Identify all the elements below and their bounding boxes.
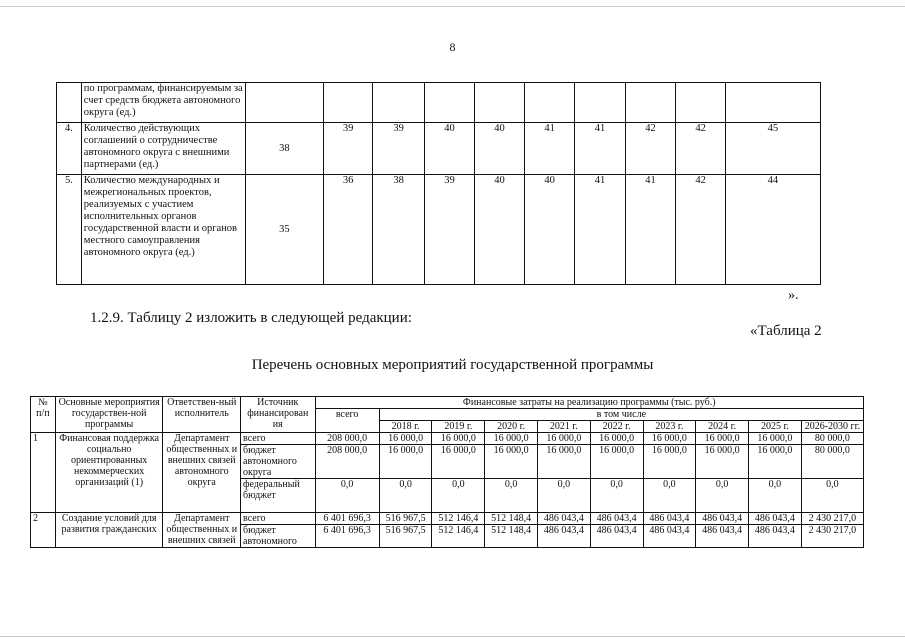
cost-total: 208 000,0 xyxy=(315,445,379,479)
indicator-value: 45 xyxy=(725,123,820,175)
cost-year: 0,0 xyxy=(379,479,432,513)
indicators-table xyxy=(56,82,821,285)
cost-year: 16 000,0 xyxy=(537,445,590,479)
cost-year: 512 146,4 xyxy=(432,513,485,525)
funding-source: бюджет автономного xyxy=(241,525,316,548)
header-year: 2026-2030 гг. xyxy=(801,421,863,433)
indicator-row xyxy=(57,123,821,175)
indicator-value: 41 xyxy=(575,175,625,285)
cost-year: 512 148,4 xyxy=(485,513,538,525)
scan-edge-bottom xyxy=(0,636,905,637)
cost-total: 208 000,0 xyxy=(315,433,379,445)
indicator-value: 39 xyxy=(424,175,474,285)
cost-year: 516 967,5 xyxy=(379,513,432,525)
row-number: 5. xyxy=(57,175,82,285)
cost-year: 516 967,5 xyxy=(379,525,432,548)
cost-year: 16 000,0 xyxy=(643,433,696,445)
cost-year: 16 000,0 xyxy=(749,445,802,479)
indicator-row xyxy=(57,175,821,285)
header-year: 2019 г. xyxy=(432,421,485,433)
cost-year: 16 000,0 xyxy=(432,433,485,445)
cost-year: 486 043,4 xyxy=(696,513,749,525)
page-number: 8 xyxy=(449,40,456,54)
cost-year: 486 043,4 xyxy=(749,513,802,525)
cost-year: 0,0 xyxy=(432,479,485,513)
cost-year: 80 000,0 xyxy=(801,445,863,479)
base-value xyxy=(246,83,324,123)
cost-year: 2 430 217,0 xyxy=(801,525,863,548)
header-year: 2024 г. xyxy=(696,421,749,433)
base-value: 38 xyxy=(246,123,324,175)
header-including: в том числе xyxy=(379,409,863,421)
cost-year: 0,0 xyxy=(485,479,538,513)
activities-table-body xyxy=(31,433,864,548)
cost-year: 16 000,0 xyxy=(485,433,538,445)
indicator-value: 41 xyxy=(575,123,625,175)
cost-year: 486 043,4 xyxy=(537,513,590,525)
amendment-text: 1.2.9. Таблицу 2 изложить в следующей редакции: xyxy=(90,310,412,326)
indicator-value xyxy=(475,83,525,123)
indicator-value: 38 xyxy=(373,175,424,285)
header-year: 2022 г. xyxy=(590,421,643,433)
indicator-value: 44 xyxy=(725,175,820,285)
indicator-value: 41 xyxy=(524,123,574,175)
activity-row xyxy=(31,513,864,525)
cost-year: 486 043,4 xyxy=(643,513,696,525)
cost-year: 0,0 xyxy=(590,479,643,513)
indicator-value: 36 xyxy=(323,175,373,285)
header-year: 2025 г. xyxy=(749,421,802,433)
cost-year: 486 043,4 xyxy=(590,513,643,525)
indicator-value xyxy=(323,83,373,123)
funding-source: бюджет автономного округа xyxy=(241,445,316,479)
indicator-value xyxy=(676,83,726,123)
cost-year: 16 000,0 xyxy=(485,445,538,479)
table-label: «Таблица 2 xyxy=(750,323,822,339)
cost-total: 0,0 xyxy=(315,479,379,513)
activities-table-header xyxy=(31,397,864,433)
indicator-value: 42 xyxy=(676,175,726,285)
activity-row xyxy=(31,433,864,445)
header-executor: Ответствен-ный исполнитель xyxy=(163,397,241,433)
cost-year: 16 000,0 xyxy=(696,433,749,445)
header-total: всего xyxy=(315,409,379,433)
funding-source: всего xyxy=(241,513,316,525)
header-year: 2023 г. xyxy=(643,421,696,433)
cost-year: 0,0 xyxy=(749,479,802,513)
activity-name: Создание условий для развития гражданских xyxy=(55,513,163,548)
activities-table xyxy=(30,396,864,548)
indicator-row xyxy=(57,83,821,123)
row-number: 4. xyxy=(57,123,82,175)
cost-year: 486 043,4 xyxy=(696,525,749,548)
cost-year: 0,0 xyxy=(696,479,749,513)
cost-year: 486 043,4 xyxy=(590,525,643,548)
indicator-value: 40 xyxy=(524,175,574,285)
header-year: 2018 г. xyxy=(379,421,432,433)
indicator-value: 41 xyxy=(625,175,675,285)
cost-year: 16 000,0 xyxy=(379,445,432,479)
cost-year: 486 043,4 xyxy=(537,525,590,548)
indicator-value: 42 xyxy=(625,123,675,175)
cost-year: 0,0 xyxy=(801,479,863,513)
header-source: Источник финансирован ия xyxy=(241,397,316,433)
row-number xyxy=(57,83,82,123)
row-number: 2 xyxy=(31,513,56,548)
indicator-value: 39 xyxy=(373,123,424,175)
cost-year: 16 000,0 xyxy=(590,445,643,479)
cost-year: 0,0 xyxy=(643,479,696,513)
header-num: № п/п xyxy=(31,397,56,433)
indicator-value: 40 xyxy=(475,175,525,285)
indicator-value xyxy=(424,83,474,123)
header-year: 2020 г. xyxy=(485,421,538,433)
indicator-name: Количество международных и межрегиональных проектов, реализуемых с участием исполнительных органов государственной власти и органов местного самоуправления автономного округа (ед.) xyxy=(81,175,245,285)
cost-year: 512 148,4 xyxy=(485,525,538,548)
indicator-value: 39 xyxy=(323,123,373,175)
cost-year: 0,0 xyxy=(537,479,590,513)
cost-year: 486 043,4 xyxy=(749,525,802,548)
base-value: 35 xyxy=(246,175,324,285)
funding-source: федеральный бюджет xyxy=(241,479,316,513)
cost-year: 2 430 217,0 xyxy=(801,513,863,525)
cost-year: 16 000,0 xyxy=(537,433,590,445)
header-activity: Основные мероприятия государствен-ной программы xyxy=(55,397,163,433)
cost-total: 6 401 696,3 xyxy=(315,513,379,525)
cost-year: 80 000,0 xyxy=(801,433,863,445)
cost-year: 16 000,0 xyxy=(696,445,749,479)
header-costs: Финансовые затраты на реализацию программы (тыс. руб.) xyxy=(315,397,863,409)
activity-name: Финансовая поддержка социально ориентированных некоммерческих организаций (1) xyxy=(55,433,163,513)
closing-quote: ». xyxy=(788,288,799,303)
cost-year: 512 146,4 xyxy=(432,525,485,548)
indicator-name: по программам, финансируемым за счет средств бюджета автономного округа (ед.) xyxy=(81,83,245,123)
indicator-value xyxy=(373,83,424,123)
scan-edge-top xyxy=(0,6,905,7)
cost-year: 16 000,0 xyxy=(432,445,485,479)
indicator-value: 40 xyxy=(424,123,474,175)
indicator-value xyxy=(625,83,675,123)
executor: Департамент общественных и внешних связей xyxy=(163,513,241,548)
indicator-value xyxy=(524,83,574,123)
indicator-name: Количество действующих соглашений о сотрудничестве автономного округа с внешними партнерами (ед.) xyxy=(81,123,245,175)
executor: Департамент общественных и внешних связей автономного округа xyxy=(163,433,241,513)
funding-source: всего xyxy=(241,433,316,445)
indicator-value: 40 xyxy=(475,123,525,175)
cost-year: 486 043,4 xyxy=(643,525,696,548)
table-title: Перечень основных мероприятий государственной программы xyxy=(251,357,654,373)
row-number: 1 xyxy=(31,433,56,513)
cost-total: 6 401 696,3 xyxy=(315,525,379,548)
indicator-value: 42 xyxy=(676,123,726,175)
cost-year: 16 000,0 xyxy=(379,433,432,445)
header-year: 2021 г. xyxy=(537,421,590,433)
indicator-value xyxy=(575,83,625,123)
cost-year: 16 000,0 xyxy=(749,433,802,445)
cost-year: 16 000,0 xyxy=(643,445,696,479)
indicator-value xyxy=(725,83,820,123)
indicators-table-body xyxy=(57,83,821,285)
cost-year: 16 000,0 xyxy=(590,433,643,445)
